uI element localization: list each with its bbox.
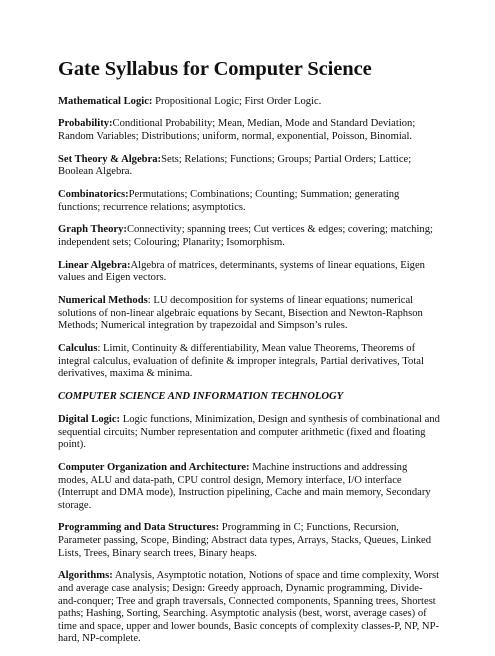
topic-numerical-methods xyxy=(58,295,440,333)
document-page xyxy=(58,58,440,656)
topic-digital-logic xyxy=(58,414,440,452)
topic-algorithms xyxy=(58,570,440,646)
topic-text: Connectivity; spanning trees; Cut vertices & edges; covering; matching; independent sets; Colouring; Planarity; Isomorphism. xyxy=(58,224,433,249)
topic-label: Set Theory & Algebra: xyxy=(58,153,162,165)
topic-text: Algebra of matrices, determinants, systems of linear equations, Eigen values and Eigen vectors. xyxy=(58,259,425,284)
topic-graph-theory xyxy=(58,224,440,249)
topic-mathematical-logic xyxy=(58,96,440,109)
topic-text: : LU decomposition for systems of linear equations; numerical solutions of non-linear algebraic equations by Secant, Bisection and Newton-Raphson Methods; Numerical integration by trapezoidal and Simpson’s rules. xyxy=(58,295,423,332)
topic-label: Mathematical Logic: xyxy=(58,95,153,107)
topic-probability xyxy=(58,118,440,143)
topic-text: Logic functions, Minimization, Design and synthesis of combinational and sequential circuits; Number representation and computer arithmetic (fixed and floating point). xyxy=(58,413,440,451)
topic-label: Probability: xyxy=(58,118,113,130)
topic-text: Conditional Probability; Mean, Median, Mode and Standard Deviation; Random Variables; Distributions; uniform, normal, exponential, Poisson, Binomial. xyxy=(58,118,416,142)
topic-calculus xyxy=(58,343,440,381)
topic-text: Propositional Logic; First Order Logic. xyxy=(152,95,322,107)
topic-programming-data-structures xyxy=(58,522,440,560)
topic-text: Sets; Relations; Functions; Groups; Partial Orders; Lattice; Boolean Algebra. xyxy=(58,153,412,178)
topic-computer-organization xyxy=(58,462,440,512)
topic-combinatorics xyxy=(58,189,440,214)
topic-label: Linear Algebra: xyxy=(58,259,131,271)
page-title: Gate Syllabus for Computer Science xyxy=(58,58,372,80)
topic-label: Digital Logic: xyxy=(58,413,121,425)
topic-label: Computer Organization and Architecture: xyxy=(58,461,250,473)
topic-text: Analysis, Asymptotic notation, Notions of space and time complexity, Worst and average case analysis; Design: Greedy approach, Dynamic programming, Divide-and-conquer; Tree and graph traversals, Connected components, Spanning trees, Shortest paths; Hashing, Sorting, Searching. Asymptotic analysis (best, worst, average cases) of time and space, upper and lower bounds, Basic concepts of complexity classes-P, NP, NP-hard, NP-complete. xyxy=(58,570,440,645)
topic-text: Machine instructions and addressing modes, ALU and data-path, CPU control design, Memory interface, I/O interface (Interrupt and DMA mode), Instruction pipelining, Cache and main memory, Secondary storage. xyxy=(58,461,431,511)
section-heading: COMPUTER SCIENCE AND INFORMATION TECHNOLOGY xyxy=(58,391,344,403)
topic-label: Numerical Methods xyxy=(58,295,148,307)
topic-label: Combinatorics: xyxy=(58,189,129,201)
topic-label: Calculus xyxy=(58,343,98,355)
topic-linear-algebra xyxy=(58,260,440,285)
topic-set-theory-algebra xyxy=(58,154,440,179)
topic-text: Permutations; Combinations; Counting; Summation; generating functions; recurrence relations; asymptotics. xyxy=(58,189,400,213)
topic-text: Programming in C; Functions, Recursion, Parameter passing, Scope, Binding; Abstract data types, Arrays, Stacks, Queues, Linked Lists, Trees, Binary search trees, Binary heaps. xyxy=(58,522,432,559)
topic-label: Algorithms: xyxy=(58,570,113,582)
topic-label: Programming and Data Structures: xyxy=(58,522,220,534)
topic-text: : Limit, Continuity & differentiability, Mean value Theorems, Theorems of integral calculus, evaluation of definite & improper integrals, Partial derivatives, Total derivatives, maxima & minima. xyxy=(58,343,424,380)
topic-label: Graph Theory: xyxy=(58,224,127,236)
